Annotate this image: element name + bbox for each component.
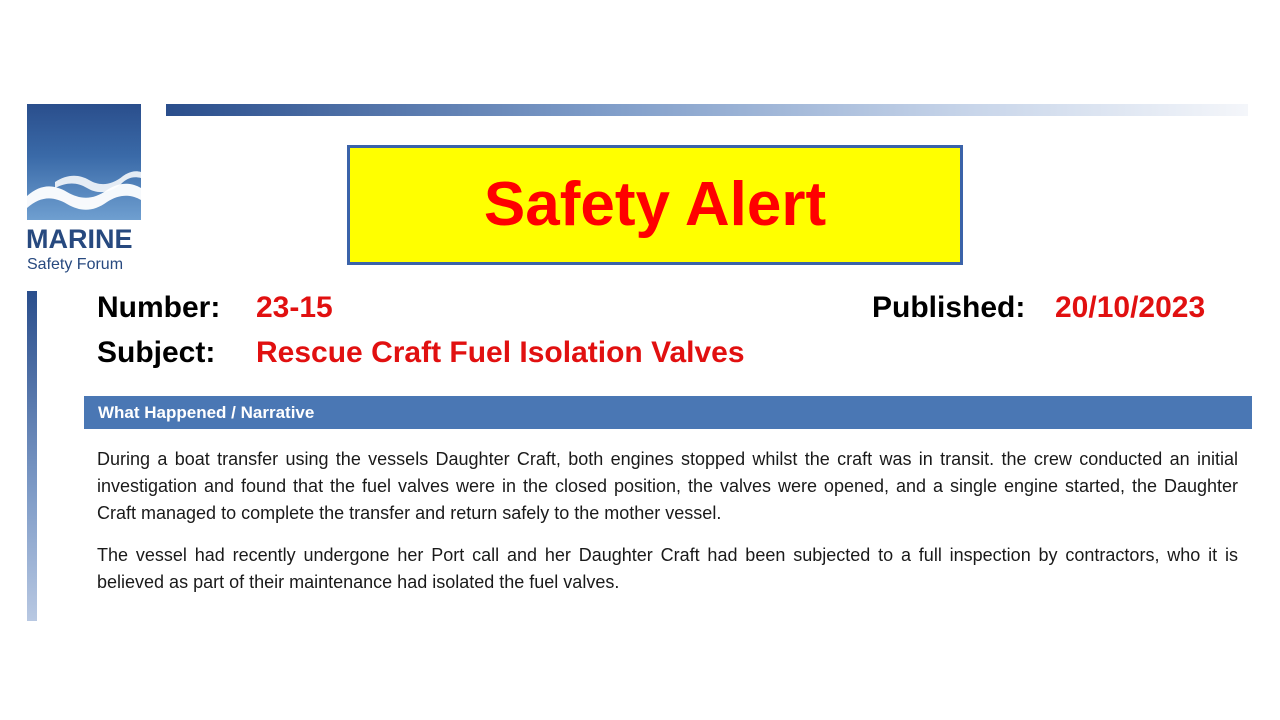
header-gradient-bar xyxy=(166,104,1248,116)
logo-brand-text: MARINE xyxy=(26,224,133,254)
section-heading: What Happened / Narrative xyxy=(98,403,315,422)
left-gradient-bar xyxy=(27,291,37,621)
logo-tagline-text: Safety Forum xyxy=(27,256,124,273)
wave-icon xyxy=(27,104,141,220)
alert-title: Safety Alert xyxy=(483,170,827,239)
subject-label: Subject: xyxy=(97,336,216,369)
published-label: Published: xyxy=(872,291,1026,324)
published-value: 20/10/2023 xyxy=(1055,291,1206,324)
marine-safety-forum-logo xyxy=(26,104,142,276)
narrative-paragraph-1: During a boat transfer using the vessels Daughter Craft, both engines stopped whilst the craft was in transit. the crew conducted an initial investigation and found that the fuel valves were in the closed position, the valves were opened, and a single engine started, the Daughter Craft managed to complete the transfer and return safely to the mother vessel. xyxy=(97,449,1238,523)
subject-value: Rescue Craft Fuel Isolation Valves xyxy=(256,336,745,369)
section-header xyxy=(84,396,1252,429)
number-value: 23-15 xyxy=(256,291,333,324)
safety-alert-banner xyxy=(347,145,963,265)
narrative-paragraph-2: The vessel had recently undergone her Port call and her Daughter Craft had been subjected to a full inspection by contractors, who it is believed as part of their maintenance had isolated the fuel valves. xyxy=(97,545,1238,592)
number-label: Number: xyxy=(97,291,221,324)
